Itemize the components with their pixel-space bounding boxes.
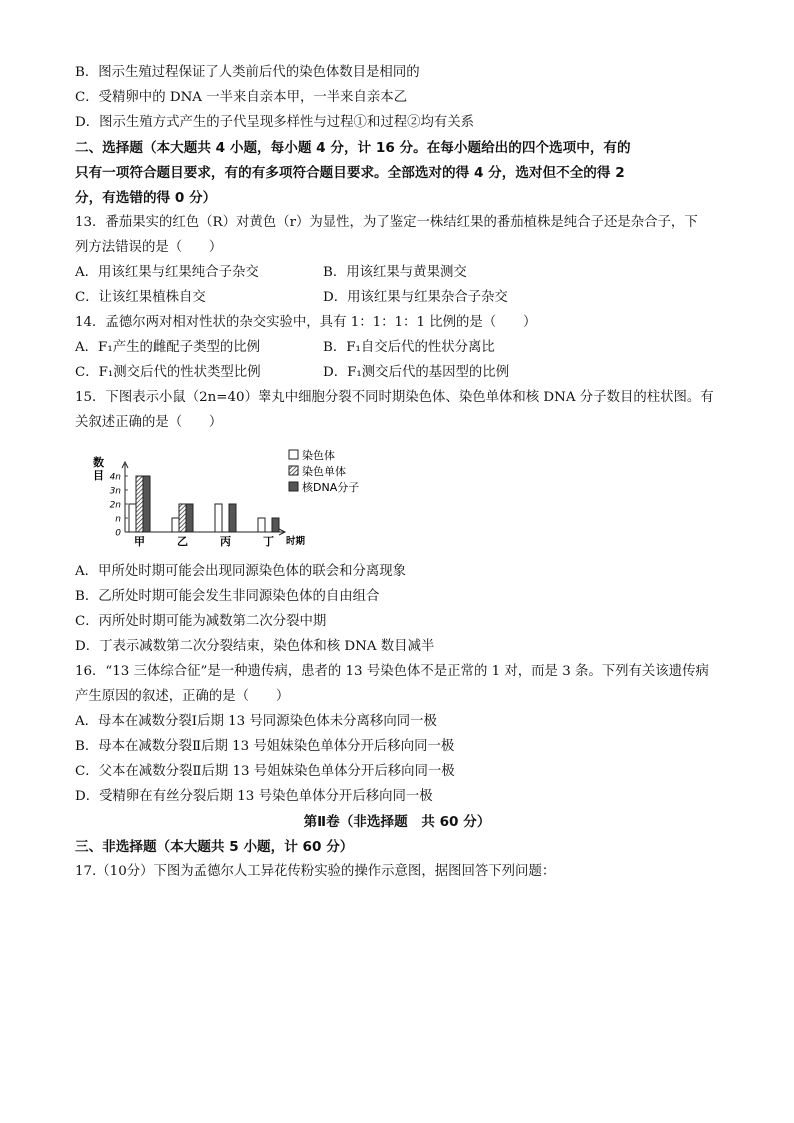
x-category-label: 丁 xyxy=(263,535,274,548)
q15-option-b: B．乙所处时期可能会发生非同源染色体的自由组合 xyxy=(75,589,380,604)
q13-stem-line1: 13．番茄果实的红色（R）对黄色（r）为显性，为了鉴定一株结红果的番茄植株是纯合子还是杂合子，下 xyxy=(75,215,698,230)
x-axis-label: 时期 xyxy=(286,536,306,547)
bar-hatched xyxy=(179,504,186,532)
q13-option-d: D．用该红果与红果杂合子杂交 xyxy=(323,290,508,305)
q15-option-c: C．丙所处时期可能为减数第二次分裂中期 xyxy=(75,614,327,629)
bar-white xyxy=(172,518,179,532)
q16-option-d: D．受精卵在有丝分裂后期 13 号染色单体分开后移向同一极 xyxy=(75,789,433,804)
q14-option-d: D．F₁测交后代的基因型的比例 xyxy=(323,365,510,380)
legend-swatch-white xyxy=(289,450,298,459)
y-tick-label: 2n xyxy=(109,500,121,511)
q13-option-b: B．用该红果与黄果测交 xyxy=(323,265,467,280)
q17-stem: 17.（10分）下图为孟德尔人工异花传粉实验的操作示意图，据图回答下列问题： xyxy=(75,864,556,879)
bar-dark-gray xyxy=(143,476,150,532)
x-category-label: 乙 xyxy=(177,535,188,548)
x-category-label: 丙 xyxy=(220,535,231,548)
q16-stem-line1: 16．“13 三体综合征”是一种遗传病，患者的 13 号染色体不是正常的 1 对，而是 3 条。下列有关该遗传病 xyxy=(75,664,709,679)
bar-white xyxy=(215,504,222,532)
section2-heading-line1: 二、选择题（本大题共 4 小题，每小题 4 分，计 16 分。在每小题给出的四个选项中，有的 xyxy=(75,140,631,156)
bar-white xyxy=(258,518,265,532)
q14-stem: 14．孟德尔两对相对性状的杂交实验中，具有 1：1：1：1 比例的是（ ） xyxy=(75,315,537,330)
q14-option-b: B．F₁自交后代的性状分离比 xyxy=(323,340,495,355)
part2-title: 第Ⅱ卷（非选择题 共 60 分） xyxy=(303,814,491,830)
q16-stem-line2: 产生原因的叙述，正确的是（ ） xyxy=(75,689,290,704)
bar-hatched xyxy=(136,476,143,532)
bar-dark-gray xyxy=(272,518,279,532)
bar-white xyxy=(129,504,136,532)
section3-heading: 三、非选择题（本大题共 5 小题，计 60 分） xyxy=(75,839,354,855)
q16-option-b: B．母本在减数分裂Ⅱ后期 13 号姐妹染色单体分开后移向同一极 xyxy=(75,739,455,754)
bar-dark-gray xyxy=(229,504,236,532)
legend-label: 核DNA分子 xyxy=(302,481,360,494)
section2-heading-line2: 只有一项符合题目要求，有的有多项符合题目要求。全部选对的得 4 分，选对但不全的得 2 xyxy=(75,165,625,181)
q13-stem-line2: 列方法错误的是（ ） xyxy=(75,240,223,255)
legend-label: 染色体 xyxy=(302,449,335,462)
q12-option-d: D．图示生殖方式产生的子代呈现多样性与过程①和过程②均有关系 xyxy=(75,115,475,130)
q15-option-d: D．丁表示减数第二次分裂结束，染色体和核 DNA 数目减半 xyxy=(75,639,435,654)
q15-bar-chart xyxy=(85,444,385,550)
q14-option-a: A．F₁产生的雌配子类型的比例 xyxy=(75,340,261,355)
q15-stem-line1: 15．下图表示小鼠（2n=40）睾丸中细胞分裂不同时期染色体、染色单体和核 DNA 分子数目的柱状图。有 xyxy=(75,390,714,405)
q13-option-a: A．用该红果与红果纯合子杂交 xyxy=(75,265,259,280)
q15-stem-line2: 关叙述正确的是（ ） xyxy=(75,415,223,430)
bar-dark-gray xyxy=(186,504,193,532)
q15-option-a: A．甲所处时期可能会出现同源染色体的联会和分离现象 xyxy=(75,564,407,579)
q13-option-c: C．让该红果植株自交 xyxy=(75,290,206,305)
y-tick-label: 3n xyxy=(109,486,121,497)
y-tick-label: 0 xyxy=(115,528,121,539)
legend-swatch-dark-gray xyxy=(289,482,298,491)
legend-swatch-hatched xyxy=(289,466,298,475)
x-category-label: 甲 xyxy=(134,535,145,548)
y-axis-label: 数 xyxy=(93,456,104,469)
q16-option-a: A．母本在减数分裂Ⅰ后期 13 号同源染色体未分离移向同一极 xyxy=(75,714,437,729)
q12-option-c: C．受精卵中的 DNA 一半来自亲本甲，一半来自亲本乙 xyxy=(75,90,408,105)
y-axis-label: 目 xyxy=(93,469,104,482)
q12-option-b: B．图示生殖过程保证了人类前后代的染色体数目是相同的 xyxy=(75,65,420,80)
legend-label: 染色单体 xyxy=(302,465,346,478)
y-tick-label: n xyxy=(115,514,121,525)
q14-option-c: C．F₁测交后代的性状类型比例 xyxy=(75,365,261,380)
y-tick-label: 4n xyxy=(109,472,121,483)
section2-heading-line3: 分，有选错的得 0 分） xyxy=(75,190,217,206)
q16-option-c: C．父本在减数分裂Ⅱ后期 13 号姐妹染色单体分开后移向同一极 xyxy=(75,764,455,779)
